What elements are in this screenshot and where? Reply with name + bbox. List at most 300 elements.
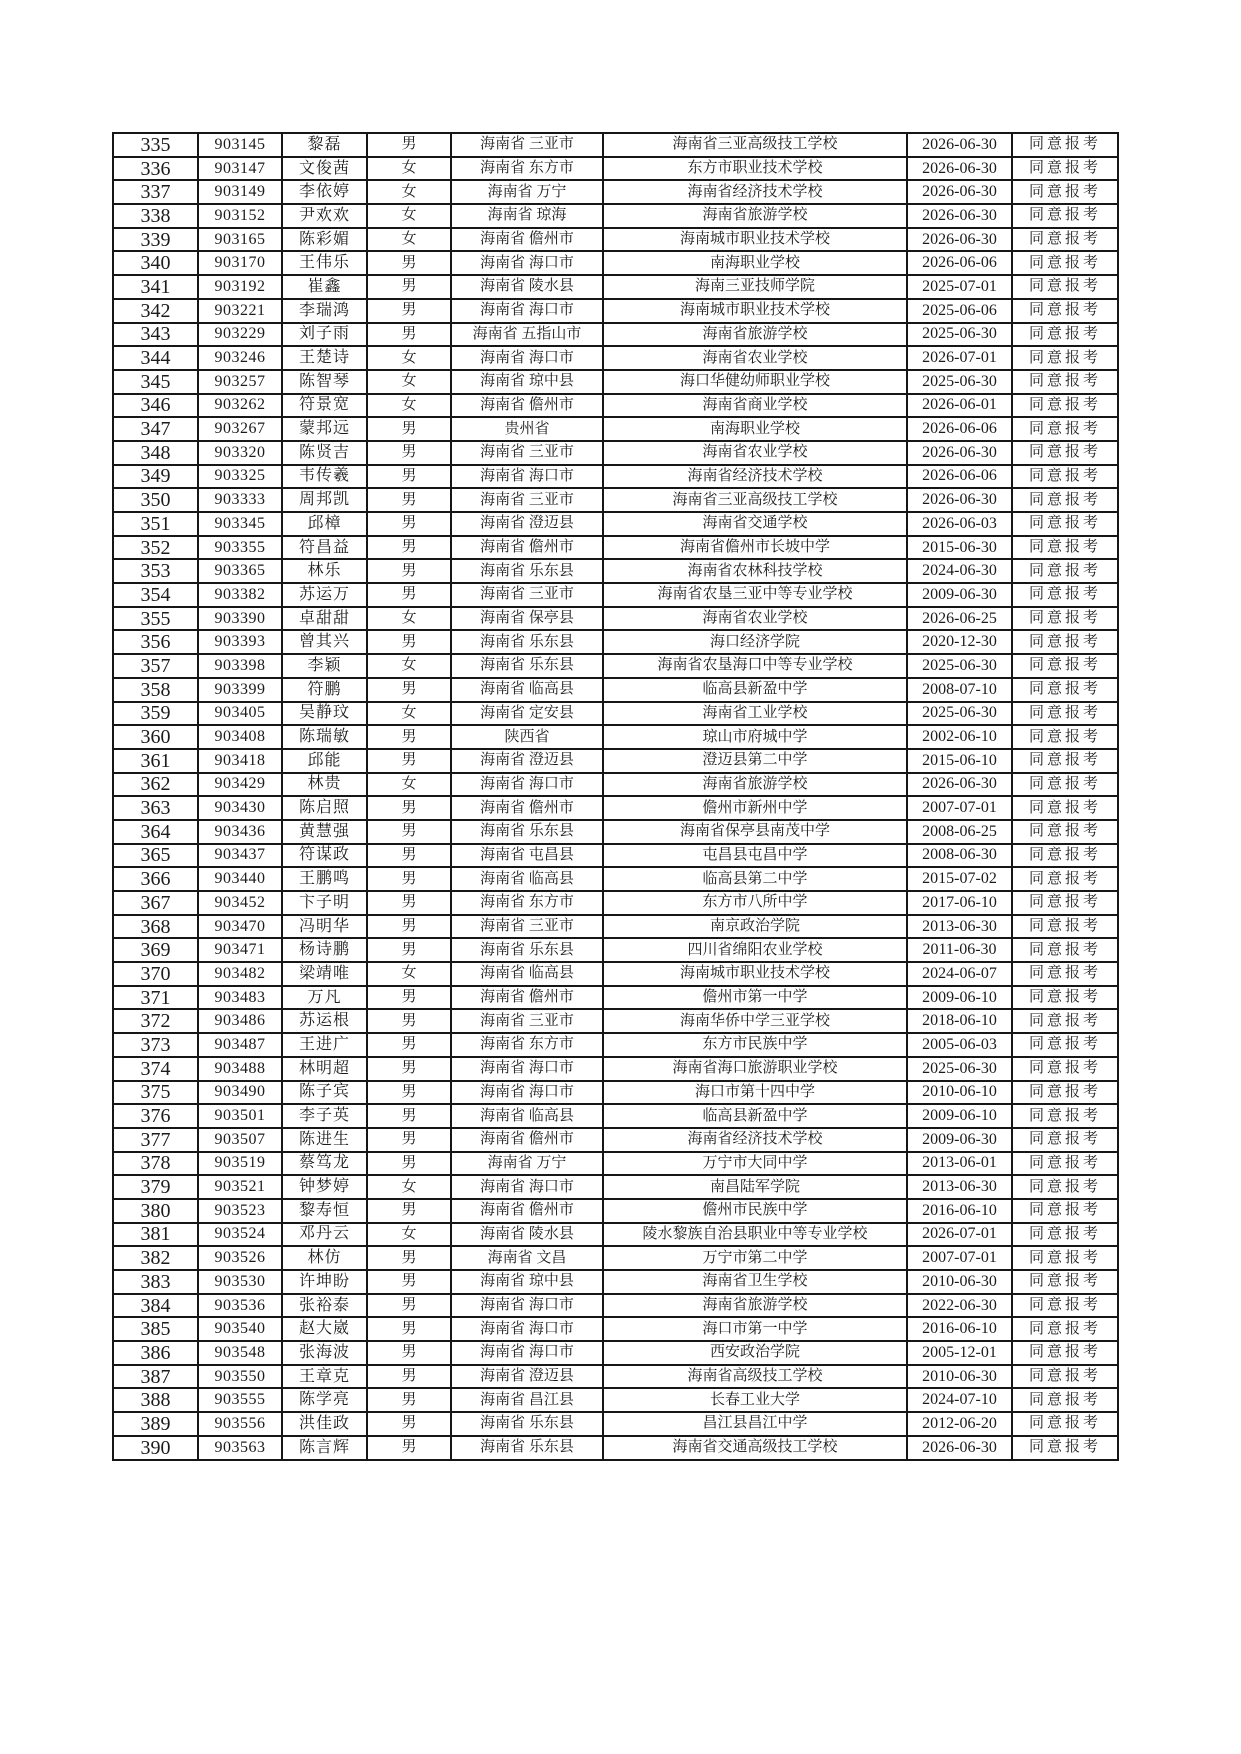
cell-school: 儋州市新州中学 <box>603 796 907 820</box>
table-row <box>113 1341 1118 1365</box>
cell-no: 342 <box>113 299 198 323</box>
cell-school: 海南省农垦三亚中等专业学校 <box>603 583 907 607</box>
cell-id: 903490 <box>198 1081 282 1105</box>
cell-region: 海南省 乐东县 <box>451 938 603 962</box>
cell-gender: 男 <box>367 323 451 347</box>
table-row <box>113 1009 1118 1033</box>
cell-id: 903382 <box>198 583 282 607</box>
table-row <box>113 1033 1118 1057</box>
cell-gender: 男 <box>367 559 451 583</box>
cell-name: 赵大崴 <box>282 1317 367 1341</box>
table-row <box>113 1128 1118 1152</box>
cell-no: 387 <box>113 1365 198 1389</box>
cell-no: 350 <box>113 488 198 512</box>
cell-status: 同意报考 <box>1012 441 1118 465</box>
cell-gender: 男 <box>367 1388 451 1412</box>
cell-date: 2026-06-25 <box>907 607 1012 631</box>
table-row <box>113 1270 1118 1294</box>
cell-school: 海南省旅游学校 <box>603 204 907 228</box>
cell-region: 海南省 儋州市 <box>451 536 603 560</box>
cell-region: 海南省 海口市 <box>451 465 603 489</box>
cell-name: 李颖 <box>282 654 367 678</box>
cell-region: 海南省 琼海 <box>451 204 603 228</box>
cell-region: 海南省 海口市 <box>451 1081 603 1105</box>
cell-no: 369 <box>113 938 198 962</box>
table-row <box>113 725 1118 749</box>
cell-gender: 女 <box>367 346 451 370</box>
table-row <box>113 251 1118 275</box>
cell-no: 339 <box>113 228 198 252</box>
cell-date: 2026-07-01 <box>907 346 1012 370</box>
cell-gender: 男 <box>367 630 451 654</box>
cell-no: 353 <box>113 559 198 583</box>
cell-id: 903524 <box>198 1223 282 1247</box>
cell-region: 海南省 乐东县 <box>451 820 603 844</box>
cell-no: 371 <box>113 986 198 1010</box>
cell-school: 南京政治学院 <box>603 915 907 939</box>
cell-date: 2015-06-30 <box>907 536 1012 560</box>
cell-status: 同意报考 <box>1012 488 1118 512</box>
cell-date: 2005-06-03 <box>907 1033 1012 1057</box>
cell-date: 2012-06-20 <box>907 1412 1012 1436</box>
cell-id: 903170 <box>198 251 282 275</box>
cell-gender: 男 <box>367 251 451 275</box>
cell-school: 南海职业学校 <box>603 417 907 441</box>
cell-id: 903221 <box>198 299 282 323</box>
table-row <box>113 346 1118 370</box>
cell-school: 海南省经济技术学校 <box>603 1128 907 1152</box>
cell-region: 海南省 三亚市 <box>451 915 603 939</box>
cell-status: 同意报考 <box>1012 1317 1118 1341</box>
cell-school: 海南三亚技师学院 <box>603 275 907 299</box>
cell-gender: 男 <box>367 417 451 441</box>
cell-gender: 男 <box>367 915 451 939</box>
cell-gender: 男 <box>367 1270 451 1294</box>
cell-name: 符昌益 <box>282 536 367 560</box>
cell-gender: 女 <box>367 773 451 797</box>
cell-date: 2016-06-10 <box>907 1317 1012 1341</box>
cell-no: 348 <box>113 441 198 465</box>
cell-name: 陈子宾 <box>282 1081 367 1105</box>
table-row <box>113 275 1118 299</box>
cell-name: 黎磊 <box>282 133 367 157</box>
cell-date: 2024-07-10 <box>907 1388 1012 1412</box>
cell-date: 2009-06-30 <box>907 1128 1012 1152</box>
cell-name: 符景宽 <box>282 394 367 418</box>
cell-region: 海南省 儋州市 <box>451 1199 603 1223</box>
cell-school: 海南省商业学校 <box>603 394 907 418</box>
cell-id: 903192 <box>198 275 282 299</box>
cell-date: 2026-06-30 <box>907 157 1012 181</box>
cell-name: 崔鑫 <box>282 275 367 299</box>
cell-name: 李子英 <box>282 1104 367 1128</box>
cell-region: 海南省 万宁 <box>451 1152 603 1176</box>
cell-status: 同意报考 <box>1012 204 1118 228</box>
cell-region: 海南省 澄迈县 <box>451 749 603 773</box>
cell-name: 苏运根 <box>282 1009 367 1033</box>
table-row <box>113 1388 1118 1412</box>
cell-school: 屯昌县屯昌中学 <box>603 844 907 868</box>
table-row <box>113 1057 1118 1081</box>
cell-school: 海口市第一中学 <box>603 1317 907 1341</box>
table-row <box>113 583 1118 607</box>
cell-id: 903550 <box>198 1365 282 1389</box>
table-row <box>113 962 1118 986</box>
cell-name: 杨诗鹏 <box>282 938 367 962</box>
cell-status: 同意报考 <box>1012 1081 1118 1105</box>
cell-date: 2026-06-01 <box>907 394 1012 418</box>
cell-name: 李依婷 <box>282 180 367 204</box>
cell-status: 同意报考 <box>1012 1341 1118 1365</box>
cell-name: 张海波 <box>282 1341 367 1365</box>
cell-no: 336 <box>113 157 198 181</box>
cell-region: 海南省 三亚市 <box>451 583 603 607</box>
cell-school: 澄迈县第二中学 <box>603 749 907 773</box>
cell-id: 903267 <box>198 417 282 441</box>
cell-name: 陈瑞敏 <box>282 725 367 749</box>
cell-status: 同意报考 <box>1012 1104 1118 1128</box>
cell-no: 346 <box>113 394 198 418</box>
cell-date: 2007-07-01 <box>907 796 1012 820</box>
cell-gender: 男 <box>367 1341 451 1365</box>
cell-id: 903325 <box>198 465 282 489</box>
cell-gender: 男 <box>367 1436 451 1460</box>
cell-gender: 男 <box>367 1412 451 1436</box>
cell-status: 同意报考 <box>1012 1436 1118 1460</box>
cell-status: 同意报考 <box>1012 1009 1118 1033</box>
cell-gender: 男 <box>367 536 451 560</box>
cell-name: 卓甜甜 <box>282 607 367 631</box>
cell-id: 903398 <box>198 654 282 678</box>
cell-no: 362 <box>113 773 198 797</box>
cell-no: 349 <box>113 465 198 489</box>
cell-school: 海南城市职业技术学校 <box>603 299 907 323</box>
cell-gender: 男 <box>367 844 451 868</box>
cell-id: 903507 <box>198 1128 282 1152</box>
cell-gender: 男 <box>367 1246 451 1270</box>
cell-date: 2026-06-03 <box>907 512 1012 536</box>
table-row <box>113 915 1118 939</box>
cell-name: 符鹏 <box>282 678 367 702</box>
cell-no: 344 <box>113 346 198 370</box>
cell-no: 366 <box>113 867 198 891</box>
cell-status: 同意报考 <box>1012 180 1118 204</box>
table-row <box>113 654 1118 678</box>
cell-school: 海南省工业学校 <box>603 702 907 726</box>
cell-region: 海南省 海口市 <box>451 1294 603 1318</box>
cell-gender: 男 <box>367 938 451 962</box>
table-row <box>113 796 1118 820</box>
cell-region: 海南省 海口市 <box>451 1317 603 1341</box>
cell-name: 李瑞鸿 <box>282 299 367 323</box>
table-row <box>113 417 1118 441</box>
cell-name: 张裕泰 <box>282 1294 367 1318</box>
cell-status: 同意报考 <box>1012 1152 1118 1176</box>
table-row <box>113 1175 1118 1199</box>
cell-status: 同意报考 <box>1012 1412 1118 1436</box>
cell-gender: 女 <box>367 1223 451 1247</box>
cell-school: 长春工业大学 <box>603 1388 907 1412</box>
cell-school: 海南省农业学校 <box>603 607 907 631</box>
cell-region: 海南省 海口市 <box>451 1175 603 1199</box>
cell-region: 海南省 乐东县 <box>451 1412 603 1436</box>
cell-name: 符谋政 <box>282 844 367 868</box>
cell-gender: 男 <box>367 512 451 536</box>
cell-id: 903393 <box>198 630 282 654</box>
cell-no: 377 <box>113 1128 198 1152</box>
cell-gender: 男 <box>367 820 451 844</box>
cell-name: 林贵 <box>282 773 367 797</box>
cell-id: 903555 <box>198 1388 282 1412</box>
table-row <box>113 773 1118 797</box>
cell-name: 陈进生 <box>282 1128 367 1152</box>
cell-region: 海南省 陵水县 <box>451 1223 603 1247</box>
cell-school: 海南省交通高级技工学校 <box>603 1436 907 1460</box>
cell-id: 903390 <box>198 607 282 631</box>
cell-id: 903405 <box>198 702 282 726</box>
cell-region: 海南省 陵水县 <box>451 275 603 299</box>
cell-name: 韦传羲 <box>282 465 367 489</box>
cell-name: 洪佳政 <box>282 1412 367 1436</box>
cell-school: 海口华健幼师职业学校 <box>603 370 907 394</box>
cell-no: 367 <box>113 891 198 915</box>
cell-name: 蔡笃龙 <box>282 1152 367 1176</box>
cell-id: 903486 <box>198 1009 282 1033</box>
cell-id: 903482 <box>198 962 282 986</box>
cell-date: 2013-06-30 <box>907 915 1012 939</box>
cell-gender: 女 <box>367 180 451 204</box>
cell-id: 903355 <box>198 536 282 560</box>
cell-region: 海南省 三亚市 <box>451 133 603 157</box>
cell-date: 2016-06-10 <box>907 1199 1012 1223</box>
cell-status: 同意报考 <box>1012 891 1118 915</box>
table-row <box>113 512 1118 536</box>
cell-no: 381 <box>113 1223 198 1247</box>
cell-school: 海南省旅游学校 <box>603 1294 907 1318</box>
cell-status: 同意报考 <box>1012 986 1118 1010</box>
table-row <box>113 678 1118 702</box>
table-row <box>113 228 1118 252</box>
cell-date: 2010-06-10 <box>907 1081 1012 1105</box>
cell-region: 海南省 三亚市 <box>451 441 603 465</box>
table-row <box>113 1246 1118 1270</box>
cell-status: 同意报考 <box>1012 962 1118 986</box>
cell-date: 2010-06-30 <box>907 1365 1012 1389</box>
cell-id: 903418 <box>198 749 282 773</box>
cell-gender: 男 <box>367 1317 451 1341</box>
cell-gender: 女 <box>367 204 451 228</box>
cell-id: 903556 <box>198 1412 282 1436</box>
cell-no: 343 <box>113 323 198 347</box>
cell-id: 903521 <box>198 1175 282 1199</box>
cell-status: 同意报考 <box>1012 607 1118 631</box>
cell-no: 354 <box>113 583 198 607</box>
cell-no: 382 <box>113 1246 198 1270</box>
cell-gender: 男 <box>367 275 451 299</box>
cell-region: 海南省 澄迈县 <box>451 512 603 536</box>
cell-name: 王进广 <box>282 1033 367 1057</box>
cell-date: 2024-06-30 <box>907 559 1012 583</box>
cell-name: 王鹏鸣 <box>282 867 367 891</box>
cell-gender: 男 <box>367 465 451 489</box>
cell-name: 陈贤吉 <box>282 441 367 465</box>
cell-status: 同意报考 <box>1012 1294 1118 1318</box>
cell-gender: 女 <box>367 962 451 986</box>
cell-date: 2024-06-07 <box>907 962 1012 986</box>
table-row <box>113 204 1118 228</box>
cell-no: 386 <box>113 1341 198 1365</box>
cell-school: 海南城市职业技术学校 <box>603 228 907 252</box>
cell-no: 355 <box>113 607 198 631</box>
cell-school: 海口市第十四中学 <box>603 1081 907 1105</box>
cell-school: 海口经济学院 <box>603 630 907 654</box>
table-row <box>113 1294 1118 1318</box>
cell-school: 东方市民族中学 <box>603 1033 907 1057</box>
cell-status: 同意报考 <box>1012 1246 1118 1270</box>
cell-date: 2026-07-01 <box>907 1223 1012 1247</box>
table-row <box>113 370 1118 394</box>
cell-id: 903345 <box>198 512 282 536</box>
cell-gender: 男 <box>367 725 451 749</box>
cell-no: 352 <box>113 536 198 560</box>
table-row <box>113 702 1118 726</box>
cell-school: 海南城市职业技术学校 <box>603 962 907 986</box>
cell-name: 林明超 <box>282 1057 367 1081</box>
cell-no: 388 <box>113 1388 198 1412</box>
cell-status: 同意报考 <box>1012 228 1118 252</box>
cell-name: 冯明华 <box>282 915 367 939</box>
cell-school: 海南省交通学校 <box>603 512 907 536</box>
cell-id: 903430 <box>198 796 282 820</box>
cell-no: 340 <box>113 251 198 275</box>
cell-status: 同意报考 <box>1012 749 1118 773</box>
cell-school: 海南省海口旅游职业学校 <box>603 1057 907 1081</box>
cell-name: 陈言辉 <box>282 1436 367 1460</box>
cell-region: 陕西省 <box>451 725 603 749</box>
cell-no: 337 <box>113 180 198 204</box>
cell-id: 903563 <box>198 1436 282 1460</box>
cell-id: 903149 <box>198 180 282 204</box>
cell-status: 同意报考 <box>1012 1175 1118 1199</box>
cell-name: 王章克 <box>282 1365 367 1389</box>
cell-date: 2017-06-10 <box>907 891 1012 915</box>
cell-status: 同意报考 <box>1012 465 1118 489</box>
cell-status: 同意报考 <box>1012 915 1118 939</box>
cell-region: 海南省 三亚市 <box>451 1009 603 1033</box>
cell-region: 贵州省 <box>451 417 603 441</box>
cell-name: 陈智琴 <box>282 370 367 394</box>
cell-school: 临高县新盈中学 <box>603 1104 907 1128</box>
cell-status: 同意报考 <box>1012 820 1118 844</box>
cell-id: 903408 <box>198 725 282 749</box>
cell-no: 380 <box>113 1199 198 1223</box>
cell-region: 海南省 儋州市 <box>451 228 603 252</box>
cell-name: 陈学亮 <box>282 1388 367 1412</box>
cell-region: 海南省 乐东县 <box>451 1436 603 1460</box>
cell-school: 临高县新盈中学 <box>603 678 907 702</box>
cell-id: 903471 <box>198 938 282 962</box>
cell-id: 903488 <box>198 1057 282 1081</box>
cell-status: 同意报考 <box>1012 133 1118 157</box>
cell-gender: 女 <box>367 228 451 252</box>
table-row <box>113 891 1118 915</box>
cell-no: 385 <box>113 1317 198 1341</box>
cell-status: 同意报考 <box>1012 417 1118 441</box>
cell-name: 钟梦婷 <box>282 1175 367 1199</box>
cell-no: 363 <box>113 796 198 820</box>
cell-no: 360 <box>113 725 198 749</box>
table-row <box>113 938 1118 962</box>
cell-date: 2015-07-02 <box>907 867 1012 891</box>
cell-id: 903470 <box>198 915 282 939</box>
cell-status: 同意报考 <box>1012 1270 1118 1294</box>
cell-no: 359 <box>113 702 198 726</box>
cell-no: 351 <box>113 512 198 536</box>
table-row <box>113 607 1118 631</box>
table-row <box>113 820 1118 844</box>
cell-region: 海南省 三亚市 <box>451 488 603 512</box>
table-row <box>113 1317 1118 1341</box>
cell-region: 海南省 东方市 <box>451 891 603 915</box>
cell-region: 海南省 保亭县 <box>451 607 603 631</box>
cell-school: 儋州市民族中学 <box>603 1199 907 1223</box>
cell-date: 2022-06-30 <box>907 1294 1012 1318</box>
cell-school: 海南省高级技工学校 <box>603 1365 907 1389</box>
cell-status: 同意报考 <box>1012 275 1118 299</box>
cell-status: 同意报考 <box>1012 678 1118 702</box>
cell-name: 文俊茜 <box>282 157 367 181</box>
cell-school: 四川省绵阳农业学校 <box>603 938 907 962</box>
cell-name: 卞子明 <box>282 891 367 915</box>
cell-region: 海南省 文昌 <box>451 1246 603 1270</box>
cell-school: 儋州市第一中学 <box>603 986 907 1010</box>
cell-region: 海南省 昌江县 <box>451 1388 603 1412</box>
cell-date: 2010-06-30 <box>907 1270 1012 1294</box>
table-row <box>113 180 1118 204</box>
cell-region: 海南省 琼中县 <box>451 1270 603 1294</box>
cell-date: 2005-12-01 <box>907 1341 1012 1365</box>
cell-school: 昌江县昌江中学 <box>603 1412 907 1436</box>
table-row <box>113 749 1118 773</box>
cell-region: 海南省 海口市 <box>451 1341 603 1365</box>
cell-status: 同意报考 <box>1012 938 1118 962</box>
cell-school: 海南省卫生学校 <box>603 1270 907 1294</box>
cell-status: 同意报考 <box>1012 157 1118 181</box>
cell-date: 2025-06-06 <box>907 299 1012 323</box>
cell-region: 海南省 儋州市 <box>451 1128 603 1152</box>
cell-school: 万宁市大同中学 <box>603 1152 907 1176</box>
cell-date: 2011-06-30 <box>907 938 1012 962</box>
cell-date: 2015-06-10 <box>907 749 1012 773</box>
cell-gender: 男 <box>367 1128 451 1152</box>
cell-gender: 男 <box>367 441 451 465</box>
table-row <box>113 1223 1118 1247</box>
cell-date: 2026-06-30 <box>907 773 1012 797</box>
cell-status: 同意报考 <box>1012 844 1118 868</box>
cell-name: 苏运万 <box>282 583 367 607</box>
cell-date: 2026-06-30 <box>907 133 1012 157</box>
cell-no: 347 <box>113 417 198 441</box>
cell-date: 2018-06-10 <box>907 1009 1012 1033</box>
cell-id: 903548 <box>198 1341 282 1365</box>
cell-school: 万宁市第二中学 <box>603 1246 907 1270</box>
cell-name: 陈启照 <box>282 796 367 820</box>
cell-region: 海南省 屯昌县 <box>451 844 603 868</box>
cell-region: 海南省 临高县 <box>451 678 603 702</box>
cell-status: 同意报考 <box>1012 323 1118 347</box>
cell-no: 383 <box>113 1270 198 1294</box>
table-row <box>113 394 1118 418</box>
